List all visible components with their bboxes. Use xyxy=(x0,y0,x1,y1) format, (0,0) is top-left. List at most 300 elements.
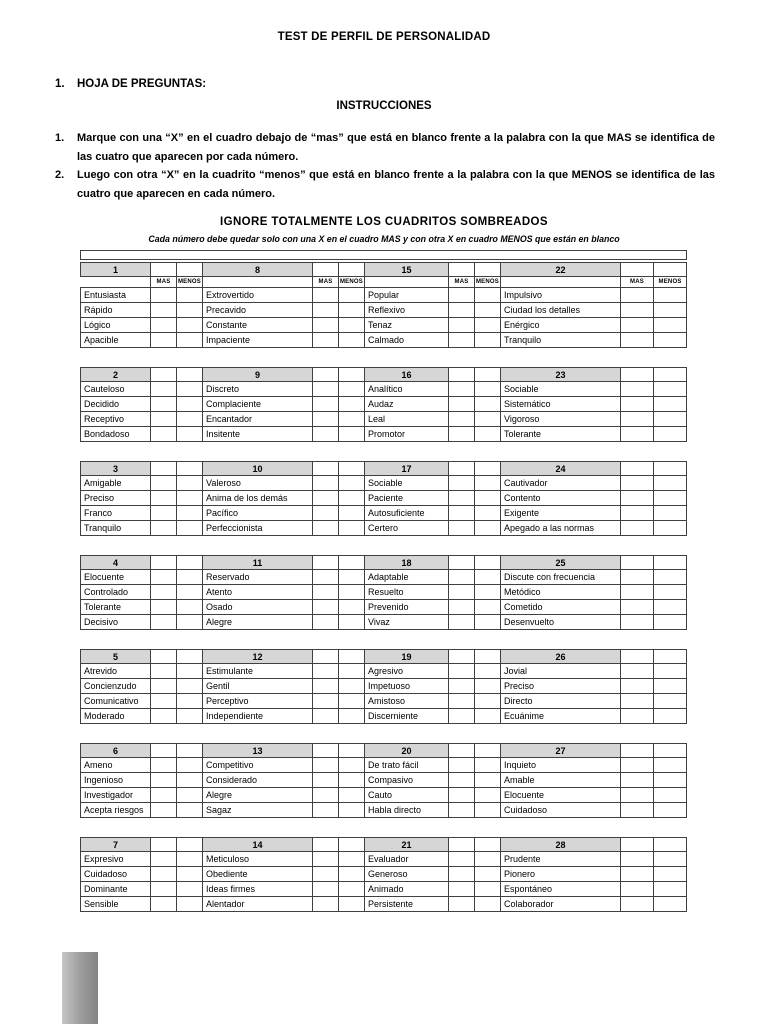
menos-checkbox[interactable] xyxy=(177,368,203,382)
menos-checkbox[interactable] xyxy=(339,476,365,491)
menos-checkbox[interactable] xyxy=(339,694,365,709)
trait-word-cell: Persistente xyxy=(365,897,449,912)
menos-checkbox[interactable] xyxy=(339,585,365,600)
menos-checkbox[interactable] xyxy=(339,491,365,506)
mas-checkbox[interactable] xyxy=(449,288,475,303)
menos-checkbox[interactable] xyxy=(654,462,687,476)
mas-checkbox[interactable] xyxy=(313,556,339,570)
menos-checkbox[interactable] xyxy=(177,867,203,882)
menos-checkbox[interactable] xyxy=(654,744,687,758)
mas-checkbox[interactable] xyxy=(621,318,654,333)
mas-checkbox[interactable] xyxy=(151,368,177,382)
mas-checkbox[interactable] xyxy=(449,679,475,694)
mas-checkbox[interactable] xyxy=(151,709,177,724)
menos-checkbox[interactable] xyxy=(475,585,501,600)
menos-checkbox[interactable] xyxy=(654,333,687,348)
menos-checkbox[interactable] xyxy=(177,679,203,694)
mas-checkbox[interactable] xyxy=(151,679,177,694)
menos-checkbox[interactable] xyxy=(475,838,501,852)
menos-checkbox[interactable] xyxy=(654,521,687,536)
mas-checkbox[interactable] xyxy=(151,462,177,476)
menos-checkbox[interactable] xyxy=(654,476,687,491)
mas-checkbox[interactable] xyxy=(449,412,475,427)
mas-checkbox[interactable] xyxy=(313,803,339,818)
mas-checkbox[interactable] xyxy=(151,491,177,506)
menos-checkbox[interactable] xyxy=(654,773,687,788)
menos-checkbox[interactable] xyxy=(177,506,203,521)
mas-checkbox[interactable] xyxy=(621,570,654,585)
mas-checkbox[interactable] xyxy=(449,650,475,664)
mas-checkbox[interactable] xyxy=(313,462,339,476)
mas-checkbox[interactable] xyxy=(151,476,177,491)
mas-checkbox[interactable] xyxy=(151,556,177,570)
menos-checkbox[interactable] xyxy=(475,867,501,882)
mas-checkbox[interactable] xyxy=(449,368,475,382)
group-number-cell: 26 xyxy=(501,650,621,664)
mas-checkbox[interactable] xyxy=(151,897,177,912)
menos-checkbox[interactable] xyxy=(177,491,203,506)
mas-checkbox[interactable] xyxy=(449,556,475,570)
trait-word-cell: Sensible xyxy=(81,897,151,912)
menos-checkbox[interactable] xyxy=(475,491,501,506)
mas-checkbox[interactable] xyxy=(449,318,475,333)
mas-checkbox[interactable] xyxy=(621,382,654,397)
menos-checkbox[interactable] xyxy=(177,412,203,427)
menos-checkbox[interactable] xyxy=(654,570,687,585)
menos-checkbox[interactable] xyxy=(177,303,203,318)
menos-checkbox[interactable] xyxy=(654,556,687,570)
menos-checkbox[interactable] xyxy=(654,397,687,412)
menos-checkbox[interactable] xyxy=(339,600,365,615)
menos-checkbox[interactable] xyxy=(475,758,501,773)
question-table xyxy=(80,250,687,912)
mas-checkbox[interactable] xyxy=(151,852,177,867)
menos-checkbox[interactable] xyxy=(654,758,687,773)
mas-checkbox[interactable] xyxy=(313,694,339,709)
mas-checkbox[interactable] xyxy=(151,288,177,303)
menos-checkbox[interactable] xyxy=(475,788,501,803)
menos-checkbox[interactable] xyxy=(654,382,687,397)
menos-checkbox[interactable] xyxy=(339,709,365,724)
mas-checkbox[interactable] xyxy=(621,803,654,818)
mas-checkbox[interactable] xyxy=(621,288,654,303)
mas-checkbox[interactable] xyxy=(449,506,475,521)
menos-checkbox[interactable] xyxy=(475,263,501,277)
mas-checkbox[interactable] xyxy=(313,838,339,852)
menos-checkbox[interactable] xyxy=(339,650,365,664)
menos-checkbox[interactable] xyxy=(475,600,501,615)
menos-checkbox[interactable] xyxy=(339,758,365,773)
menos-checkbox[interactable] xyxy=(339,556,365,570)
menos-checkbox[interactable] xyxy=(177,664,203,679)
group-number-cell: 25 xyxy=(501,556,621,570)
menos-checkbox[interactable] xyxy=(475,650,501,664)
mas-checkbox[interactable] xyxy=(313,744,339,758)
mas-checkbox[interactable] xyxy=(313,882,339,897)
menos-checkbox[interactable] xyxy=(177,462,203,476)
mas-checkbox[interactable] xyxy=(151,744,177,758)
menos-checkbox[interactable] xyxy=(177,570,203,585)
menos-checkbox[interactable] xyxy=(177,773,203,788)
mas-checkbox[interactable] xyxy=(313,263,339,277)
mas-checkbox[interactable] xyxy=(449,303,475,318)
menos-checkbox[interactable] xyxy=(177,852,203,867)
menos-checkbox[interactable] xyxy=(339,427,365,442)
mas-checkbox[interactable] xyxy=(313,600,339,615)
menos-checkbox[interactable] xyxy=(339,882,365,897)
menos-checkbox[interactable] xyxy=(339,397,365,412)
mas-checkbox[interactable] xyxy=(151,570,177,585)
mas-checkbox[interactable] xyxy=(151,694,177,709)
menos-checkbox[interactable] xyxy=(654,679,687,694)
mas-checkbox[interactable] xyxy=(151,263,177,277)
menos-checkbox[interactable] xyxy=(339,570,365,585)
menos-checkbox[interactable] xyxy=(339,333,365,348)
mas-checkbox[interactable] xyxy=(313,318,339,333)
mas-checkbox[interactable] xyxy=(151,397,177,412)
mas-checkbox[interactable] xyxy=(151,650,177,664)
menos-checkbox[interactable] xyxy=(177,709,203,724)
mas-checkbox[interactable] xyxy=(313,664,339,679)
mas-checkbox[interactable] xyxy=(151,838,177,852)
trait-word-cell: Autosuficiente xyxy=(365,506,449,521)
mas-checkbox[interactable] xyxy=(621,585,654,600)
menos-checkbox[interactable] xyxy=(177,615,203,630)
mas-checkbox[interactable] xyxy=(151,788,177,803)
menos-checkbox[interactable] xyxy=(177,556,203,570)
mas-checkbox[interactable] xyxy=(621,506,654,521)
menos-checkbox[interactable] xyxy=(475,462,501,476)
menos-checkbox[interactable] xyxy=(654,506,687,521)
menos-checkbox[interactable] xyxy=(475,412,501,427)
mas-checkbox[interactable] xyxy=(151,427,177,442)
mas-checkbox[interactable] xyxy=(621,694,654,709)
menos-checkbox[interactable] xyxy=(475,615,501,630)
mas-checkbox[interactable] xyxy=(449,397,475,412)
mas-checkbox[interactable] xyxy=(313,867,339,882)
mas-checkbox[interactable] xyxy=(313,570,339,585)
menos-checkbox[interactable] xyxy=(475,882,501,897)
mas-checkbox[interactable] xyxy=(151,506,177,521)
menos-checkbox[interactable] xyxy=(177,744,203,758)
menos-checkbox[interactable] xyxy=(654,867,687,882)
menos-checkbox[interactable] xyxy=(654,600,687,615)
menos-checkbox[interactable] xyxy=(475,570,501,585)
mas-checkbox[interactable] xyxy=(621,788,654,803)
mas-checkbox[interactable] xyxy=(449,382,475,397)
mas-checkbox[interactable] xyxy=(313,521,339,536)
menos-checkbox[interactable] xyxy=(475,521,501,536)
group-number-cell: 6 xyxy=(81,744,151,758)
mas-checkbox[interactable] xyxy=(621,491,654,506)
menos-checkbox[interactable] xyxy=(654,263,687,277)
menos-checkbox[interactable] xyxy=(177,897,203,912)
mas-checkbox[interactable] xyxy=(621,412,654,427)
menos-checkbox[interactable] xyxy=(475,803,501,818)
mas-checkbox[interactable] xyxy=(449,333,475,348)
mas-checkbox[interactable] xyxy=(313,333,339,348)
mas-checkbox[interactable] xyxy=(449,521,475,536)
mas-checkbox[interactable] xyxy=(313,382,339,397)
menos-checkbox[interactable] xyxy=(654,303,687,318)
mas-checkbox[interactable] xyxy=(313,773,339,788)
mas-checkbox[interactable] xyxy=(621,556,654,570)
mas-checkbox[interactable] xyxy=(151,412,177,427)
menos-checkbox[interactable] xyxy=(177,882,203,897)
menos-column-header: MENOS xyxy=(654,277,687,288)
menos-checkbox[interactable] xyxy=(654,897,687,912)
mas-checkbox[interactable] xyxy=(621,263,654,277)
menos-checkbox[interactable] xyxy=(339,506,365,521)
mas-checkbox[interactable] xyxy=(621,333,654,348)
mas-checkbox[interactable] xyxy=(449,491,475,506)
mas-checkbox[interactable] xyxy=(449,694,475,709)
menos-checkbox[interactable] xyxy=(475,744,501,758)
mas-checkbox[interactable] xyxy=(621,650,654,664)
menos-checkbox[interactable] xyxy=(475,773,501,788)
menos-checkbox[interactable] xyxy=(475,368,501,382)
menos-checkbox[interactable] xyxy=(339,412,365,427)
menos-checkbox[interactable] xyxy=(177,382,203,397)
menos-checkbox[interactable] xyxy=(177,758,203,773)
mas-checkbox[interactable] xyxy=(449,263,475,277)
mas-checkbox[interactable] xyxy=(151,303,177,318)
menos-checkbox[interactable] xyxy=(654,852,687,867)
mas-checkbox[interactable] xyxy=(621,852,654,867)
menos-checkbox[interactable] xyxy=(339,664,365,679)
trait-word-cell: Investigador xyxy=(81,788,151,803)
menos-checkbox[interactable] xyxy=(339,897,365,912)
mas-checkbox[interactable] xyxy=(449,838,475,852)
menos-checkbox[interactable] xyxy=(339,615,365,630)
mas-checkbox[interactable] xyxy=(313,615,339,630)
mas-checkbox[interactable] xyxy=(449,852,475,867)
mas-checkbox[interactable] xyxy=(313,506,339,521)
mas-checkbox[interactable] xyxy=(621,521,654,536)
mas-checkbox[interactable] xyxy=(151,318,177,333)
trait-word-cell: Reservado xyxy=(203,570,313,585)
mas-checkbox[interactable] xyxy=(621,744,654,758)
menos-checkbox[interactable] xyxy=(475,318,501,333)
menos-checkbox[interactable] xyxy=(654,585,687,600)
mas-checkbox[interactable] xyxy=(313,303,339,318)
mas-checkbox[interactable] xyxy=(449,803,475,818)
mas-checkbox[interactable] xyxy=(313,412,339,427)
menos-checkbox[interactable] xyxy=(654,650,687,664)
menos-checkbox[interactable] xyxy=(654,368,687,382)
mas-checkbox[interactable] xyxy=(449,788,475,803)
mas-checkbox[interactable] xyxy=(449,600,475,615)
menos-checkbox[interactable] xyxy=(475,694,501,709)
mas-checkbox[interactable] xyxy=(621,664,654,679)
group-number-cell: 16 xyxy=(365,368,449,382)
mas-checkbox[interactable] xyxy=(313,897,339,912)
menos-checkbox[interactable] xyxy=(654,288,687,303)
mas-checkbox[interactable] xyxy=(449,867,475,882)
mas-checkbox[interactable] xyxy=(449,476,475,491)
menos-checkbox[interactable] xyxy=(475,852,501,867)
mas-checkbox[interactable] xyxy=(621,476,654,491)
menos-checkbox[interactable] xyxy=(475,303,501,318)
mas-checkbox[interactable] xyxy=(313,585,339,600)
menos-checkbox[interactable] xyxy=(177,397,203,412)
menos-checkbox[interactable] xyxy=(339,744,365,758)
menos-checkbox[interactable] xyxy=(177,788,203,803)
instruction-text: Luego con otra “X” en la cuadrito “menos” que está en blanco frente a la palabra con la que MENOS se identifica de las cuatro que aparecen en cada número. xyxy=(77,169,715,200)
mas-checkbox[interactable] xyxy=(449,709,475,724)
menos-checkbox[interactable] xyxy=(339,679,365,694)
menos-checkbox[interactable] xyxy=(177,600,203,615)
menos-checkbox[interactable] xyxy=(339,521,365,536)
mas-checkbox[interactable] xyxy=(621,773,654,788)
menos-checkbox[interactable] xyxy=(177,288,203,303)
mas-checkbox[interactable] xyxy=(621,679,654,694)
mas-checkbox[interactable] xyxy=(621,897,654,912)
mas-checkbox[interactable] xyxy=(151,758,177,773)
mas-checkbox[interactable] xyxy=(151,333,177,348)
mas-checkbox[interactable] xyxy=(621,615,654,630)
menos-checkbox[interactable] xyxy=(339,803,365,818)
menos-checkbox[interactable] xyxy=(177,838,203,852)
mas-checkbox[interactable] xyxy=(313,650,339,664)
mas-checkbox[interactable] xyxy=(151,882,177,897)
menos-checkbox[interactable] xyxy=(339,303,365,318)
menos-checkbox[interactable] xyxy=(339,368,365,382)
menos-checkbox[interactable] xyxy=(654,491,687,506)
mas-checkbox[interactable] xyxy=(313,679,339,694)
mas-checkbox[interactable] xyxy=(449,744,475,758)
menos-checkbox[interactable] xyxy=(475,476,501,491)
mas-checkbox[interactable] xyxy=(313,397,339,412)
menos-checkbox[interactable] xyxy=(654,694,687,709)
menos-checkbox[interactable] xyxy=(654,838,687,852)
menos-checkbox[interactable] xyxy=(475,288,501,303)
mas-checkbox[interactable] xyxy=(621,462,654,476)
mas-checkbox[interactable] xyxy=(621,709,654,724)
trait-word-cell: Analítico xyxy=(365,382,449,397)
mas-checkbox[interactable] xyxy=(313,476,339,491)
menos-checkbox[interactable] xyxy=(654,803,687,818)
group-number-cell: 27 xyxy=(501,744,621,758)
menos-checkbox[interactable] xyxy=(339,788,365,803)
mas-checkbox[interactable] xyxy=(449,758,475,773)
mas-column-header: MAS xyxy=(621,277,654,288)
menos-checkbox[interactable] xyxy=(339,288,365,303)
mas-checkbox[interactable] xyxy=(621,600,654,615)
mas-checkbox[interactable] xyxy=(449,615,475,630)
mas-checkbox[interactable] xyxy=(151,600,177,615)
menos-checkbox[interactable] xyxy=(475,897,501,912)
menos-checkbox[interactable] xyxy=(339,263,365,277)
section-heading-label: HOJA DE PREGUNTAS: xyxy=(77,78,207,90)
menos-checkbox[interactable] xyxy=(654,664,687,679)
mas-checkbox[interactable] xyxy=(151,585,177,600)
mas-checkbox[interactable] xyxy=(621,882,654,897)
menos-checkbox[interactable] xyxy=(177,263,203,277)
mas-checkbox[interactable] xyxy=(313,852,339,867)
mas-checkbox[interactable] xyxy=(449,882,475,897)
menos-checkbox[interactable] xyxy=(475,679,501,694)
mas-checkbox[interactable] xyxy=(449,462,475,476)
menos-checkbox[interactable] xyxy=(475,382,501,397)
mas-checkbox[interactable] xyxy=(151,773,177,788)
mas-checkbox[interactable] xyxy=(313,709,339,724)
menos-checkbox[interactable] xyxy=(339,852,365,867)
mas-checkbox[interactable] xyxy=(151,867,177,882)
mas-checkbox[interactable] xyxy=(621,867,654,882)
menos-checkbox[interactable] xyxy=(177,694,203,709)
menos-checkbox[interactable] xyxy=(177,521,203,536)
menos-checkbox[interactable] xyxy=(475,397,501,412)
mas-checkbox[interactable] xyxy=(151,521,177,536)
mas-checkbox[interactable] xyxy=(449,664,475,679)
menos-checkbox[interactable] xyxy=(654,788,687,803)
trait-word-cell: Enérgico xyxy=(501,318,621,333)
menos-checkbox[interactable] xyxy=(339,462,365,476)
mas-checkbox[interactable] xyxy=(621,397,654,412)
menos-checkbox[interactable] xyxy=(475,427,501,442)
menos-checkbox[interactable] xyxy=(339,382,365,397)
menos-checkbox[interactable] xyxy=(654,318,687,333)
mas-checkbox[interactable] xyxy=(313,288,339,303)
mas-checkbox[interactable] xyxy=(151,803,177,818)
menos-checkbox[interactable] xyxy=(177,803,203,818)
mas-checkbox[interactable] xyxy=(151,615,177,630)
menos-checkbox[interactable] xyxy=(177,476,203,491)
menos-checkbox[interactable] xyxy=(177,650,203,664)
mas-checkbox[interactable] xyxy=(313,491,339,506)
menos-checkbox[interactable] xyxy=(475,506,501,521)
mas-checkbox[interactable] xyxy=(621,303,654,318)
section-heading xyxy=(55,78,206,90)
mas-checkbox[interactable] xyxy=(621,758,654,773)
menos-checkbox[interactable] xyxy=(177,585,203,600)
menos-checkbox[interactable] xyxy=(654,709,687,724)
menos-checkbox[interactable] xyxy=(339,773,365,788)
menos-checkbox[interactable] xyxy=(177,427,203,442)
mas-checkbox[interactable] xyxy=(449,570,475,585)
mas-checkbox[interactable] xyxy=(313,427,339,442)
trait-word-cell: Prevenido xyxy=(365,600,449,615)
mas-checkbox[interactable] xyxy=(621,838,654,852)
group-gap xyxy=(81,724,687,744)
mas-checkbox[interactable] xyxy=(151,664,177,679)
mas-checkbox[interactable] xyxy=(621,427,654,442)
menos-checkbox[interactable] xyxy=(177,333,203,348)
menos-checkbox[interactable] xyxy=(177,318,203,333)
menos-checkbox[interactable] xyxy=(475,709,501,724)
menos-checkbox[interactable] xyxy=(654,615,687,630)
mas-checkbox[interactable] xyxy=(449,773,475,788)
menos-checkbox[interactable] xyxy=(339,838,365,852)
menos-checkbox[interactable] xyxy=(475,333,501,348)
menos-checkbox[interactable] xyxy=(339,318,365,333)
mas-checkbox[interactable] xyxy=(621,368,654,382)
menos-checkbox[interactable] xyxy=(475,664,501,679)
mas-checkbox[interactable] xyxy=(151,382,177,397)
mas-checkbox[interactable] xyxy=(449,427,475,442)
mas-checkbox[interactable] xyxy=(449,585,475,600)
mas-checkbox[interactable] xyxy=(449,897,475,912)
menos-checkbox[interactable] xyxy=(654,882,687,897)
mas-checkbox[interactable] xyxy=(313,758,339,773)
menos-checkbox[interactable] xyxy=(475,556,501,570)
mas-checkbox[interactable] xyxy=(313,788,339,803)
mas-checkbox[interactable] xyxy=(313,368,339,382)
menos-checkbox[interactable] xyxy=(654,427,687,442)
menos-checkbox[interactable] xyxy=(654,412,687,427)
menos-checkbox[interactable] xyxy=(339,867,365,882)
